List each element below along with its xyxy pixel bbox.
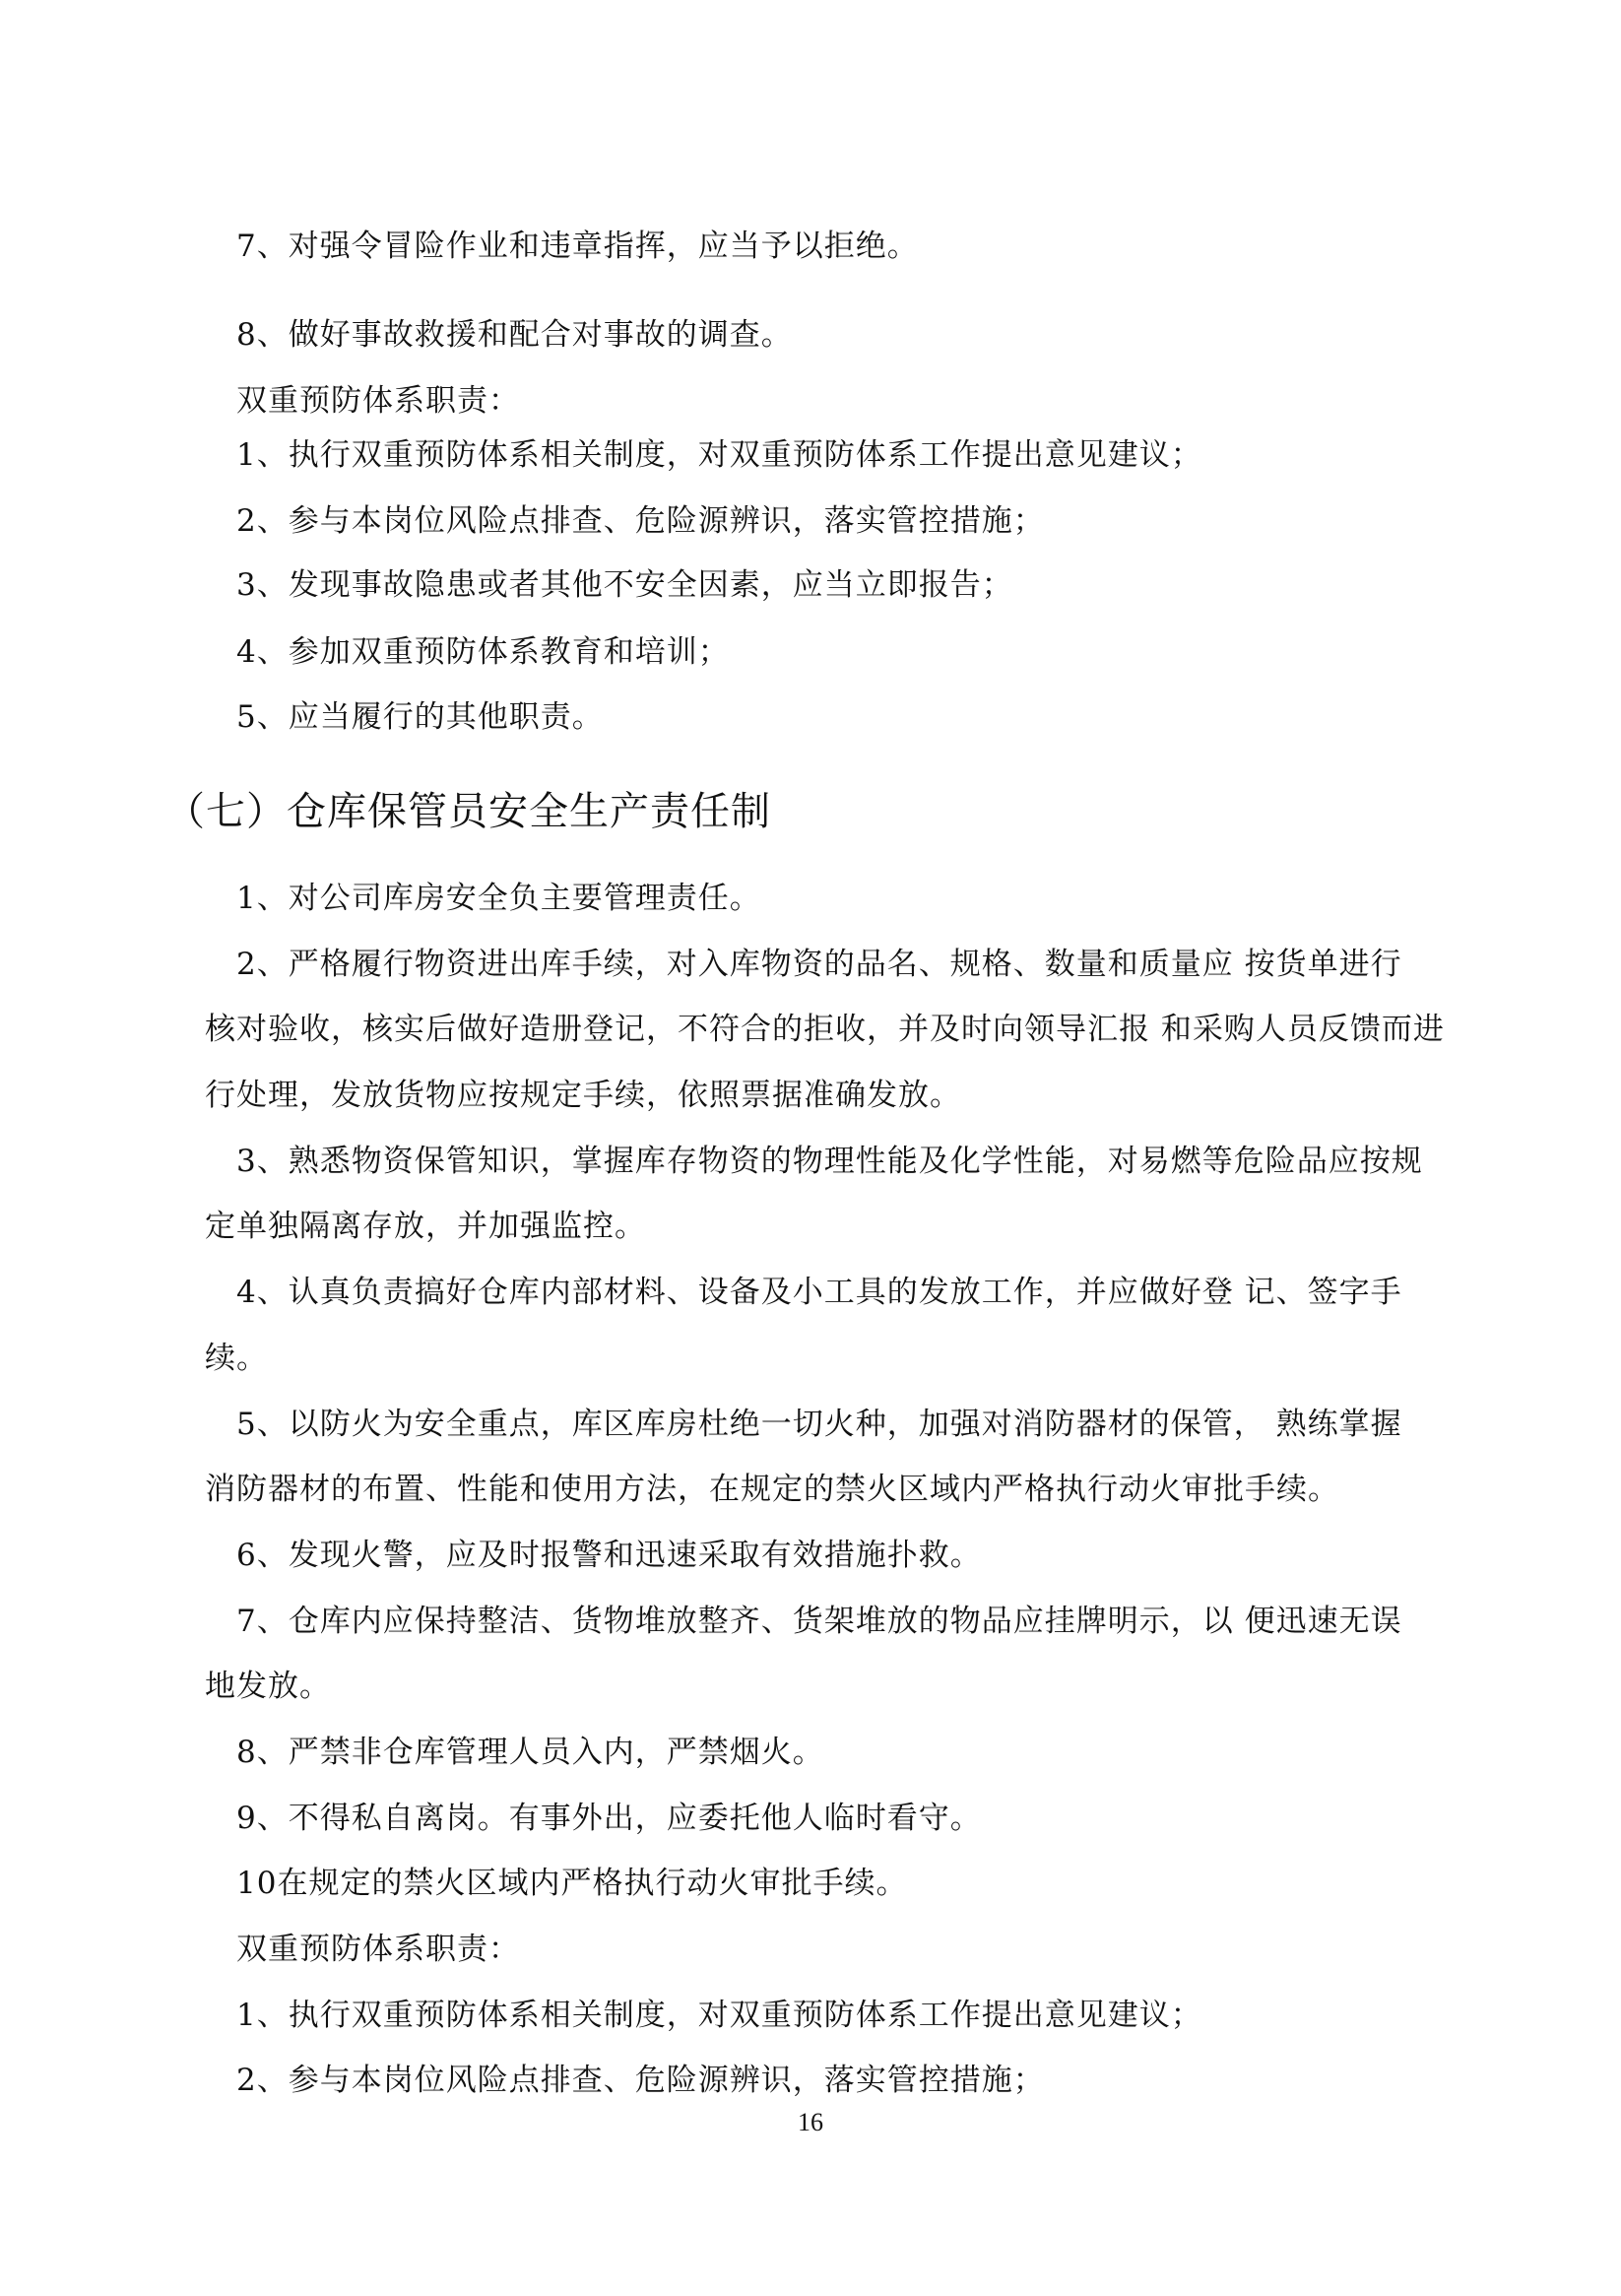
paragraph-line: 续。 [205,1341,268,1376]
paragraph-line: 行处理，发放货物应按规定手续，依照票据准确发放。 [205,1078,961,1113]
paragraph-line: 定单独隔离存放，并加强监控。 [205,1209,646,1244]
paragraph-line: 核对验收，核实后做好造册登记，不符合的拒收，并及时向领导汇报 和采购人员反馈而进 [205,1012,1445,1047]
paragraph-line: 1、执行双重预防体系相关制度，对双重预防体系工作提出意见建议； [236,1998,1202,2033]
paragraph-line: 7、仓库内应保持整洁、货物堆放整齐、货架堆放的物品应挂牌明示，以 便迅速无误 [236,1604,1402,1639]
paragraph-line: 1、执行双重预防体系相关制度，对双重预防体系工作提出意见建议； [236,437,1202,473]
paragraph-line: 双重预防体系职责： [236,383,520,419]
paragraph-line: 6、发现火警，应及时报警和迅速采取有效措施扑救。 [236,1538,982,1573]
paragraph-line: 1、对公司库房安全负主要管理责任。 [236,881,761,916]
paragraph-line: 7、对强令冒险作业和违章指挥，应当予以拒绝。 [236,229,919,264]
page-number: 16 [798,2108,823,2136]
paragraph-line: 2、参与本岗位风险点排查、危险源辨识，落实管控措施； [236,2063,1045,2098]
paragraph-line: 8、严禁非仓库管理人员入内，严禁烟火。 [236,1735,824,1770]
paragraph-line: 9、不得私自离岗。有事外出，应委托他人临时看守。 [236,1801,982,1836]
paragraph-line: 地发放。 [205,1669,331,1704]
paragraph-line: 4、参加双重预防体系教育和培训； [236,634,730,670]
paragraph-line: 5、应当履行的其他职责。 [236,699,604,735]
paragraph-line: 双重预防体系职责： [236,1932,520,1967]
section-heading: （七）仓库保管员安全生产责任制 [165,789,771,834]
paragraph-line: 4、认真负责搞好仓库内部材料、设备及小工具的发放工作，并应做好登 记、签字手 [236,1275,1402,1310]
paragraph-line: 3、熟悉物资保管知识，掌握库存物资的物理性能及化学性能，对易燃等危险品应按规 [236,1144,1423,1179]
paragraph-line: 2、参与本岗位风险点排查、危险源辨识，落实管控措施； [236,503,1045,539]
paragraph-line: 10在规定的禁火区域内严格执行动火审批手续。 [236,1866,908,1901]
paragraph-line: 3、发现事故隐患或者其他不安全因素，应当立即报告； [236,567,1013,603]
paragraph-line: 2、严格履行物资进出库手续，对入库物资的品名、规格、数量和质量应 按货单进行 [236,947,1402,982]
paragraph-line: 消防器材的布置、性能和使用方法，在规定的禁火区域内严格执行动火审批手续。 [205,1472,1339,1507]
paragraph-line: 8、做好事故救援和配合对事故的调查。 [236,317,793,353]
paragraph-line: 5、以防火为安全重点，库区库房杜绝一切火种，加强对消防器材的保管， 熟练掌握 [236,1407,1402,1442]
